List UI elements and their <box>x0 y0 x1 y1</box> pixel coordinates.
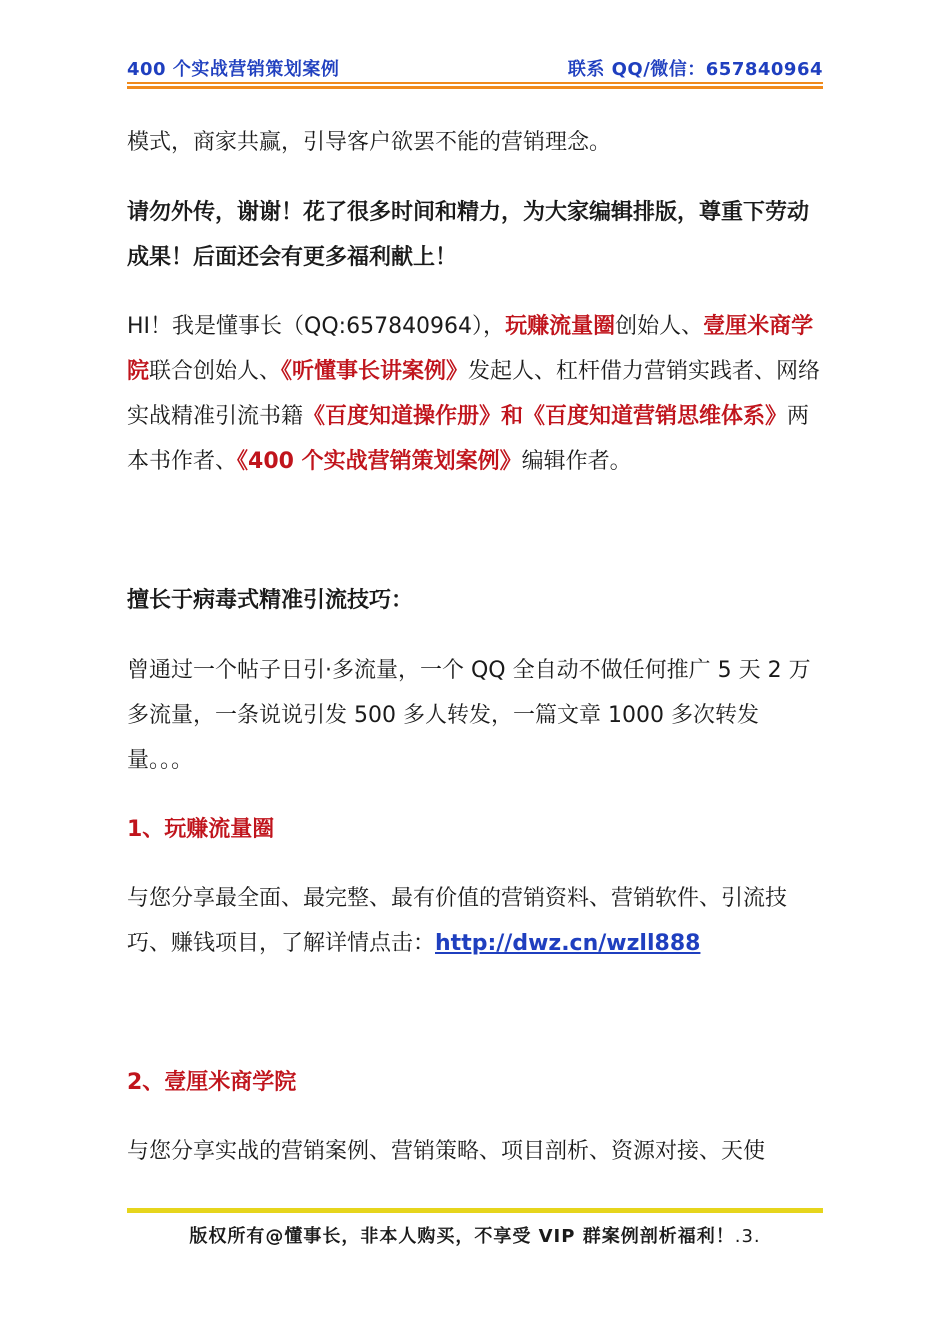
paragraph-continued: 模式，商家共赢，引导客户欲罢不能的营销理念。 <box>127 130 612 155</box>
header-contact: 联系 QQ/微信：657840964 <box>567 59 823 80</box>
page-footer <box>127 1222 823 1248</box>
header-title: 400 个实战营销策划案例 <box>127 59 340 80</box>
intro-text-2: 创始人、 <box>615 314 704 339</box>
intro-text-5: 两本书作者、 <box>127 404 810 474</box>
intro-highlight-ylm: 壹厘米商学院 <box>127 314 814 384</box>
section1-link[interactable]: http://dwz.cn/wzll888 <box>435 931 701 956</box>
notice-paragraph: 请勿外传，谢谢！花了很多时间和精力，为大家编辑排版，尊重下劳动成果！后面还会有更多福利献上！ <box>127 200 810 270</box>
header-divider-thick <box>127 86 823 89</box>
skill-paragraph: 曾通过一个帖子日引·多流量，一个 QQ 全自动不做任何推广 5 天 2 万多流量，一条说说引发 500 多人转发，一篇文章 1000 多次转发量。。。 <box>127 658 811 773</box>
section2-paragraph: 与您分享实战的营销案例、营销策略、项目剖析、资源对接、天使 <box>127 1139 766 1164</box>
intro-paragraph <box>127 304 823 484</box>
intro-highlight-books: 《百度知道操作册》和《百度知道营销思维体系》 <box>303 404 788 429</box>
skill-heading: 擅长于病毒式精准引流技巧： <box>127 588 414 613</box>
page-header <box>127 54 823 82</box>
section1-text: 与您分享最全面、最完整、最有价值的营销资料、营销软件、引流技巧、赚钱项目，了解详情点击： <box>127 886 788 956</box>
intro-text-6: 编辑作者。 <box>521 449 632 474</box>
section1-paragraph <box>127 876 823 966</box>
intro-text-3: 联合创始人、 <box>149 359 282 384</box>
intro-highlight-tdszjal: 《听懂事长讲案例》 <box>281 359 469 384</box>
section2-heading: 2、壹厘米商学院 <box>127 1070 297 1095</box>
page-number: .3. <box>734 1226 761 1247</box>
footer-divider <box>127 1208 823 1213</box>
intro-highlight-400: 《400 个实战营销策划案例》 <box>237 449 522 474</box>
intro-highlight-wzllq: 玩赚流量圈 <box>505 314 616 339</box>
intro-text-4: 发起人、杠杆借力营销实践者、网络实战精准引流书籍 <box>127 359 821 429</box>
intro-text-1: HI！我是懂事长（QQ:657840964）， <box>127 314 506 339</box>
section1-heading: 1、玩赚流量圈 <box>127 817 275 842</box>
header-divider-thin <box>127 82 823 84</box>
footer-copyright: 版权所有@懂事长，非本人购买，不享受 VIP 群案例剖析福利！ <box>189 1226 735 1247</box>
